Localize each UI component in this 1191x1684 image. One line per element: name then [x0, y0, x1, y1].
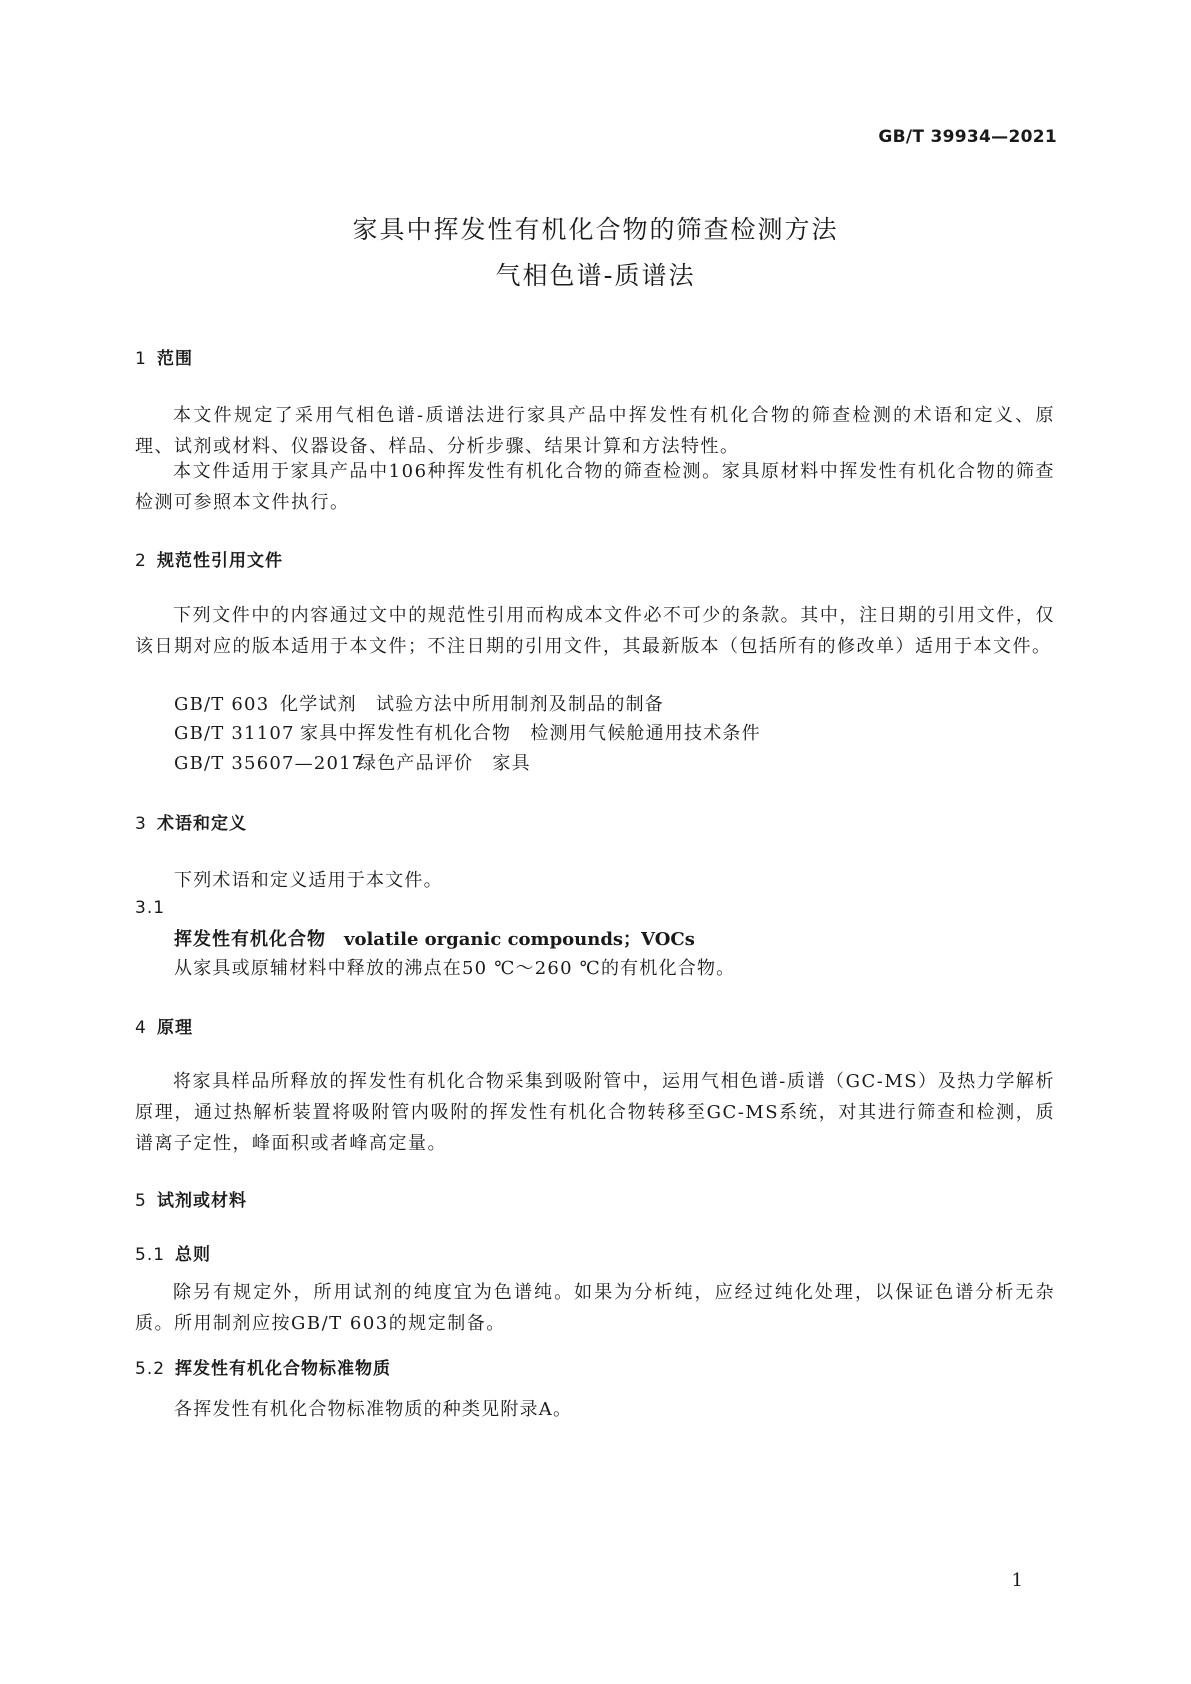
term-english: volatile organic compounds；VOCs	[344, 929, 695, 950]
section-number: 1	[135, 349, 147, 369]
section-title: 规范性引用文件	[157, 551, 283, 571]
reference-code: GB/T 603	[174, 694, 270, 715]
section-1-heading	[135, 344, 193, 369]
term-number: 3.1	[135, 898, 166, 918]
reference-code: GB/T 31107	[174, 723, 295, 744]
subsection-title: 总则	[175, 1245, 211, 1265]
reference-title: 绿色产品评价 家具	[358, 753, 531, 774]
section-4-paragraph-1: 将家具样品所释放的挥发性有机化合物采集到吸附管中，运用气相色谱-质谱（GC-MS）及热力学解析原理，通过热解析装置将吸附管内吸附的挥发性有机化合物转移至GC-MS系统，对其进行筛查和检测，质谱离子定性，峰面积或者峰高定量。	[135, 1071, 1055, 1154]
document-title-line1: 家具中挥发性有机化合物的筛查检测方法	[352, 215, 839, 244]
section-number: 4	[135, 1018, 147, 1038]
section-3-paragraph-1: 下列术语和定义适用于本文件。	[174, 870, 443, 891]
document-title-line2: 气相色谱-质谱法	[495, 261, 696, 290]
section-3-heading	[135, 809, 247, 834]
reference-title: 家具中挥发性有机化合物 检测用气候舱通用技术条件	[300, 723, 761, 744]
reference-item	[174, 690, 664, 716]
subsection-5-2-heading	[135, 1354, 391, 1379]
subsection-number: 5.2	[135, 1359, 166, 1379]
subsection-title: 挥发性有机化合物标准物质	[175, 1359, 391, 1379]
subsection-5-1-heading	[135, 1240, 211, 1265]
page-number: 1	[1011, 1570, 1023, 1591]
subsection-number: 5.1	[135, 1245, 166, 1265]
section-2-paragraph-1: 下列文件中的内容通过文中的规范性引用而构成本文件必不可少的条款。其中，注日期的引用文件，仅该日期对应的版本适用于本文件；不注日期的引用文件，其最新版本（包括所有的修改单）适用于本文件。	[135, 605, 1055, 657]
section-title: 术语和定义	[157, 814, 247, 834]
reference-title: 化学试剂 试验方法中所用制剂及制品的制备	[280, 694, 664, 715]
section-number: 2	[135, 551, 147, 571]
section-title: 原理	[157, 1018, 193, 1038]
standard-number: GB/T 39934—2021	[878, 127, 1057, 147]
section-2-heading	[135, 546, 283, 571]
section-1-paragraph-2: 本文件适用于家具产品中106种挥发性有机化合物的筛查检测。家具原材料中挥发性有机化合物的筛查检测可参照本文件执行。	[135, 461, 1055, 513]
reference-code: GB/T 35607—2017	[174, 753, 365, 774]
term-definition: 从家具或原辅材料中释放的沸点在50 ℃～260 ℃的有机化合物。	[174, 958, 736, 979]
subsection-5-1-paragraph: 除另有规定外，所用试剂的纯度宜为色谱纯。如果为分析纯，应经过纯化处理，以保证色谱分析无杂质。所用制剂应按GB/T 603的规定制备。	[135, 1282, 1055, 1334]
section-title: 试剂或材料	[157, 1191, 247, 1211]
section-title: 范围	[157, 349, 193, 369]
section-1-paragraph-1: 本文件规定了采用气相色谱-质谱法进行家具产品中挥发性有机化合物的筛查检测的术语和定义、原理、试剂或材料、仪器设备、样品、分析步骤、结果计算和方法特性。	[135, 405, 1055, 457]
reference-item	[174, 749, 531, 775]
section-number: 3	[135, 814, 147, 834]
section-number: 5	[135, 1191, 147, 1211]
section-4-heading	[135, 1013, 193, 1038]
reference-item	[174, 719, 761, 745]
term-chinese: 挥发性有机化合物	[174, 929, 326, 950]
subsection-5-2-paragraph: 各挥发性有机化合物标准物质的种类见附录A。	[174, 1399, 573, 1420]
section-5-heading	[135, 1186, 247, 1211]
term-heading	[174, 925, 695, 951]
